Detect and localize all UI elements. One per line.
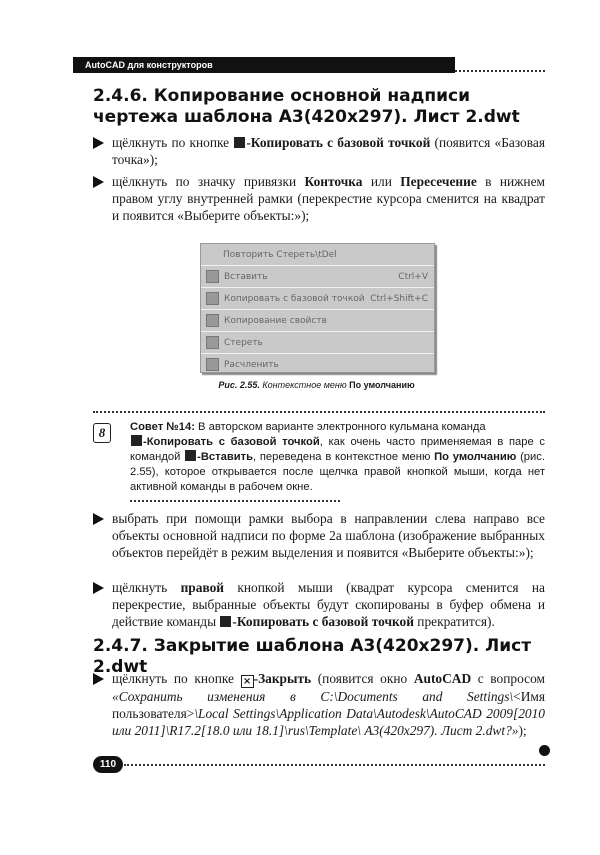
header-divider [455,70,545,72]
text: щёлкнуть по кнопке [112,135,234,150]
command-name: -Копировать с базовой точкой [143,436,320,448]
path-text: \Local Settings\Application Data\Autodesk\AutoCAD 2009[2010 или 2011]\R17.2[18.0 или 18.1]\rus\Template\ А3(420x297). Лист 2.dwt?» [112,706,545,738]
menu-item-explode[interactable] [201,354,434,375]
command-name: -Закрыть [253,671,312,686]
command-name: -Копировать с базовой точкой [232,614,414,629]
menu-item-label: Стереть [224,337,263,348]
bullet-item [93,510,545,561]
footer-divider [124,764,545,766]
menu-item-label: Копирование свойств [224,315,327,326]
menu-item-repeat[interactable] [201,244,434,266]
running-header: AutoCAD для конструкторов [73,57,455,73]
text: , переведена в контекстное меню [252,451,435,463]
figure-caption [200,380,433,390]
text: (рис. 2.55), которое открывается после щелчка правой кнопкой мыши, когда нет активной команды в рабочем окне. [130,451,545,493]
bullet-icon [93,673,104,685]
bullet-item [93,670,545,739]
bullet-icon [93,176,104,188]
copy-base-point-icon [234,137,245,148]
text: щёлкнуть по значку привязки [112,174,305,189]
text: В авторском варианте электронного кульмана команда [194,421,486,433]
copy-base-point-icon [206,292,219,305]
text: щёлкнуть [112,580,181,595]
tip-box [130,420,545,495]
paste-icon [185,450,196,461]
snap-name: Пересечение [400,174,477,189]
menu-item-label: Расчленить [224,359,279,370]
text: прекратится). [413,614,495,629]
bullet-icon [93,513,104,525]
copy-base-point-icon [131,435,142,446]
eraser-icon [206,336,219,349]
caption-bold: По умолчанию [349,380,415,390]
text: щёлкнуть по кнопке [112,671,241,686]
context-menu-figure [200,243,435,373]
emphasis: правой [180,580,225,595]
paste-icon [206,270,219,283]
text: <Имя пользователя> [112,689,545,721]
menu-item-label: Повторить Стереть\tDel [223,249,337,260]
text: , как очень часто применяемая в паре с командой [130,436,546,463]
tip-divider [93,411,545,413]
bullet-item [93,579,545,630]
text: кнопкой мыши (квадрат курсора сменится на перекрестие, выбранные объекты будут скопированы в буфер обмена и действие команды [112,580,545,629]
match-properties-icon [206,314,219,327]
caption-text: Контекстное меню [259,380,350,390]
bullet-item [93,173,545,224]
caption-number: Рис. 2.55. [218,380,260,390]
menu-item-copy-base[interactable] [201,288,434,310]
shortcut: Ctrl+V [398,271,428,282]
command-name: -Копировать с базовой точкой [246,135,431,150]
text: (появится окно [311,671,414,686]
text: в нижнем правом углу внутренней рамки (перекрестие курсора сменится на квадрат и появится «Выберите объекты:»); [112,174,546,223]
close-icon: × [241,675,254,688]
text: ); [518,723,527,738]
shortcut: Ctrl+Shift+C [370,293,428,304]
menu-item-erase[interactable] [201,332,434,354]
text: выбрать при помощи рамки выбора в направлении слева направо все объекты основной надписи по форме 2а шаблона (изображение выбранных объектов перейдёт в режим выделения и появится «Выберите объекты:»); [112,511,545,560]
bullet-item [93,134,545,168]
section-title-2-4-6: 2.4.6. Копирование основной надписи чертежа шаблона А3(420x297). Лист 2.dwt [93,86,520,127]
menu-item-label: Вставить [224,271,268,282]
tip-icon: 8 [93,423,111,443]
menu-item-match-properties[interactable] [201,310,434,332]
pin-icon [539,745,550,756]
menu-name: По умолчанию [434,451,517,463]
explode-icon [206,358,219,371]
tip-divider-end [130,500,340,502]
text: или [362,174,401,189]
bullet-icon [93,137,104,149]
page-number: 110 [93,756,123,773]
tip-label: Совет №14: [130,421,195,433]
path-text: «Сохранить изменения в C:\Documents and Settings\ [112,689,514,704]
bullet-icon [93,582,104,594]
menu-item-label: Копировать с базовой точкой [224,293,365,304]
copy-base-point-icon [220,616,231,627]
text: с вопросом [471,671,545,686]
text: (появится «Базовая точка»); [112,135,545,167]
menu-item-paste[interactable] [201,266,434,288]
command-name: -Вставить [197,451,253,463]
app-name: AutoCAD [413,671,472,686]
section-title-2-4-7: 2.4.7. Закрытие шаблона А3(420x297). Лист 2.dwt [93,636,532,677]
snap-name: Конточка [304,174,363,189]
